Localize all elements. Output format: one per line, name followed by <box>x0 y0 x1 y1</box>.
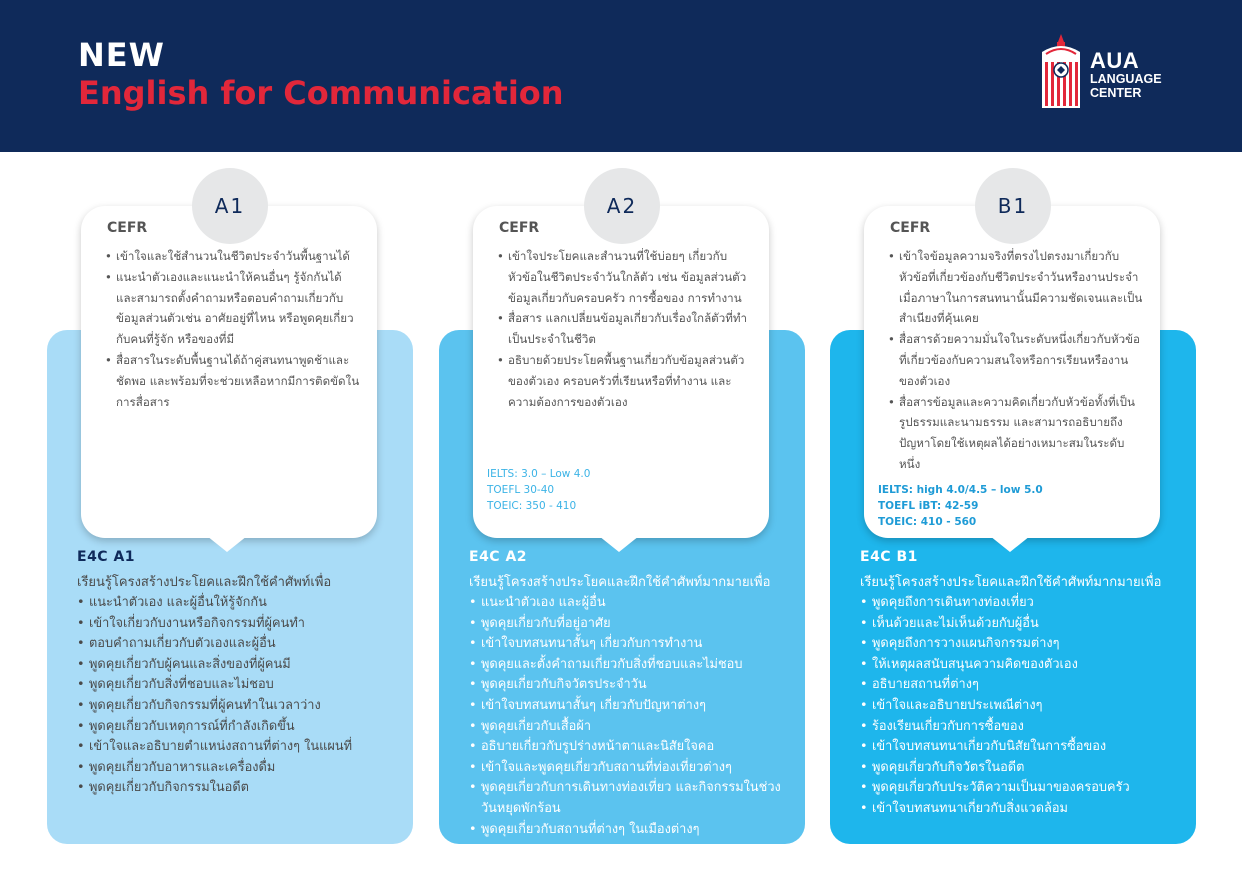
list-item: • เข้าใจบทสนทนาเกี่ยวกับสิ่งแวดล้อม <box>860 799 1182 820</box>
cefr-points <box>497 246 753 412</box>
level-column-a1 <box>47 168 413 844</box>
list-item: • เข้าใจและอธิบายตำแหน่งสถานที่ต่างๆ ในแผนที่ <box>77 737 399 758</box>
course-intro: เรียนรู้โครงสร้างประโยคและฝึกใช้คำศัพท์เพื่อ <box>77 575 332 590</box>
list-item: • เข้าใจประโยคและสำนวนที่ใช้บ่อยๆ เกี่ยวกับหัวข้อในชีวิตประจำวันใกล้ตัว เช่น ข้อมูลส่วนตัว ข้อมูลเกี่ยวกับครอบครัว การซื้อของ การทำงาน <box>497 246 753 308</box>
level-column-a2 <box>439 168 805 844</box>
card-pointer <box>599 536 639 552</box>
level-badge: B1 <box>975 168 1051 244</box>
list-item: • พูดคุยเกี่ยวกับอาหารและเครื่องดื่ม <box>77 758 399 779</box>
page-title: English for Communication <box>78 74 564 112</box>
list-item: • แนะนำตัวเอง และผู้อื่น <box>469 593 791 614</box>
toefl-score: TOEFL 30-40 <box>487 484 555 496</box>
cefr-points <box>888 246 1144 475</box>
course-points <box>469 593 791 840</box>
cefr-card <box>81 206 377 538</box>
list-item: • เข้าใจข้อมูลความจริงที่ตรงไปตรงมาเกี่ยวกับหัวข้อที่เกี่ยวข้องกับชีวิตประจำวันหรืองานประจำ เมื่อภาษาในการสนทนานั้นมีความชัดเจนและเป็นสำเนียงที่คุ้นเคย <box>888 246 1144 329</box>
cefr-label: CEFR <box>890 220 931 236</box>
list-item: • อธิบายเกี่ยวกับรูปร่างหน้าตาและนิสัยใจคอ <box>469 737 791 758</box>
course-intro: เรียนรู้โครงสร้างประโยคและฝึกใช้คำศัพท์มากมายเพื่อ <box>469 575 771 590</box>
list-item: • เข้าใจบทสนทนาสั้นๆ เกี่ยวกับการทำงาน <box>469 634 791 655</box>
list-item: • พูดคุยเกี่ยวกับกิจวัตรประจำวัน <box>469 675 791 696</box>
ielts-score: IELTS: high 4.0/4.5 – low 5.0 <box>878 484 1043 496</box>
list-item: • สื่อสารในระดับพื้นฐานได้ถ้าคู่สนทนาพูดช้าและชัดพอ และพร้อมที่จะช่วยเหลือหากมีการติดขัดในการสื่อสาร <box>105 350 361 412</box>
list-item: • พูดคุยเกี่ยวกับกิจวัตรในอดีต <box>860 758 1182 779</box>
list-item: • อธิบายด้วยประโยคพื้นฐานเกี่ยวกับข้อมูลส่วนตัวของตัวเอง ครอบครัวที่เรียนหรือที่ทำงาน และ ความต้องการของตัวเอง <box>497 350 753 412</box>
list-item: • พูดคุยเกี่ยวกับกิจกรรมที่ผู้คนทำในเวลาว่าง <box>77 696 399 717</box>
level-column-b1 <box>830 168 1196 844</box>
list-item: • อธิบายสถานที่ต่างๆ <box>860 675 1182 696</box>
course-title: E4C A1 <box>77 549 136 565</box>
list-item: • ร้องเรียนเกี่ยวกับการซื้อของ <box>860 717 1182 738</box>
list-item: • เข้าใจและพูดคุยเกี่ยวกับสถานที่ท่องเที่ยวต่างๆ <box>469 758 791 779</box>
cefr-label: CEFR <box>107 220 148 236</box>
course-points <box>860 593 1182 820</box>
list-item: • สื่อสารข้อมูลและความคิดเกี่ยวกับหัวข้อทั้งที่เป็นรูปธรรมและนามธรรม และสามารถอธิบายถึงปัญหาโดยใช้เหตุผลได้อย่างเหมาะสมในระดับหนึ่ง <box>888 392 1144 475</box>
cefr-points <box>105 246 361 412</box>
toeic-score: TOEIC: 410 - 560 <box>878 516 977 528</box>
list-item: • แนะนำตัวเองและแนะนำให้คนอื่นๆ รู้จักกันได้ และสามารถตั้งคำถามหรือตอบคำถามเกี่ยวกับข้อมูลส่วนตัวเช่น อาศัยอยู่ที่ไหน หรือพูดคุยเกี่ยวกับคนที่รู้จัก หรือของที่มี <box>105 267 361 350</box>
toefl-score: TOEFL iBT: 42-59 <box>878 500 979 512</box>
course-points <box>77 593 399 799</box>
list-item: • พูดคุยเกี่ยวกับกิจกรรมในอดีต <box>77 778 399 799</box>
header-banner <box>0 0 1242 152</box>
level-badge: A2 <box>584 168 660 244</box>
list-item: • ตอบคำถามเกี่ยวกับตัวเองและผู้อื่น <box>77 634 399 655</box>
list-item: • สื่อสารด้วยความมั่นใจในระดับหนึ่งเกี่ยวกับหัวข้อที่เกี่ยวข้องกับความสนใจหรือการเรียนหรืองานของตัวเอง <box>888 329 1144 391</box>
list-item: • พูดคุยเกี่ยวกับที่อยู่อาศัย <box>469 614 791 635</box>
list-item: • แนะนำตัวเอง และผู้อื่นให้รู้จักกัน <box>77 593 399 614</box>
aua-logo <box>1036 32 1186 112</box>
list-item: • พูดคุยเกี่ยวกับสิ่งที่ชอบและไม่ชอบ <box>77 675 399 696</box>
toeic-score: TOEIC: 350 - 410 <box>487 500 577 512</box>
list-item: • พูดคุยเกี่ยวกับสถานที่ต่างๆ ในเมืองต่างๆ <box>469 820 791 841</box>
list-item: • ให้เหตุผลสนับสนุนความคิดของตัวเอง <box>860 655 1182 676</box>
list-item: • เห็นด้วยและไม่เห็นด้วยกับผู้อื่น <box>860 614 1182 635</box>
list-item: • พูดคุยถึงการวางแผนกิจกรรมต่างๆ <box>860 634 1182 655</box>
new-label: NEW <box>78 36 165 74</box>
logo-language-text: LANGUAGE <box>1090 72 1162 86</box>
logo-center-text: CENTER <box>1090 86 1142 100</box>
level-badge: A1 <box>192 168 268 244</box>
ielts-score: IELTS: 3.0 – Low 4.0 <box>487 468 591 480</box>
cefr-label: CEFR <box>499 220 540 236</box>
card-pointer <box>990 536 1030 552</box>
list-item: • พูดคุยเกี่ยวกับผู้คนและสิ่งของที่ผู้คนมี <box>77 655 399 676</box>
list-item: • พูดคุยเกี่ยวกับประวัติความเป็นมาของครอบครัว <box>860 778 1182 799</box>
course-title: E4C A2 <box>469 549 528 565</box>
list-item: • เข้าใจและใช้สำนวนในชีวิตประจำวันพื้นฐานได้ <box>105 246 361 267</box>
list-item: • เข้าใจและอธิบายประเพณีต่างๆ <box>860 696 1182 717</box>
list-item: • เข้าใจเกี่ยวกับงานหรือกิจกรรมที่ผู้คนทำ <box>77 614 399 635</box>
list-item: • เข้าใจบทสนทนาเกี่ยวกับนิสัยในการซื้อของ <box>860 737 1182 758</box>
list-item: • พูดคุยเกี่ยวกับเสื้อผ้า <box>469 717 791 738</box>
list-item: • พูดคุยเกี่ยวกับเหตุการณ์ที่กำลังเกิดขึ้น <box>77 717 399 738</box>
logo-aua-text: AUA <box>1090 48 1140 73</box>
card-pointer <box>207 536 247 552</box>
aua-emblem-icon <box>1036 32 1086 112</box>
list-item: • พูดคุยและตั้งคำถามเกี่ยวกับสิ่งที่ชอบและไม่ชอบ <box>469 655 791 676</box>
logo-wordmark <box>1090 50 1162 100</box>
test-scores <box>487 466 590 514</box>
list-item: • พูดคุยเกี่ยวกับการเดินทางท่องเที่ยว และกิจกรรมในช่วงวันหยุดพักร้อน <box>469 778 791 819</box>
list-item: • สื่อสาร แลกเปลี่ยนข้อมูลเกี่ยวกับเรื่องใกล้ตัวที่ทำเป็นประจำในชีวิต <box>497 308 753 350</box>
course-title: E4C B1 <box>860 549 918 565</box>
list-item: • พูดคุยถึงการเดินทางท่องเที่ยว <box>860 593 1182 614</box>
list-item: • เข้าใจบทสนทนาสั้นๆ เกี่ยวกับปัญหาต่างๆ <box>469 696 791 717</box>
course-intro: เรียนรู้โครงสร้างประโยคและฝึกใช้คำศัพท์มากมายเพื่อ <box>860 575 1162 590</box>
test-scores <box>878 482 1043 530</box>
